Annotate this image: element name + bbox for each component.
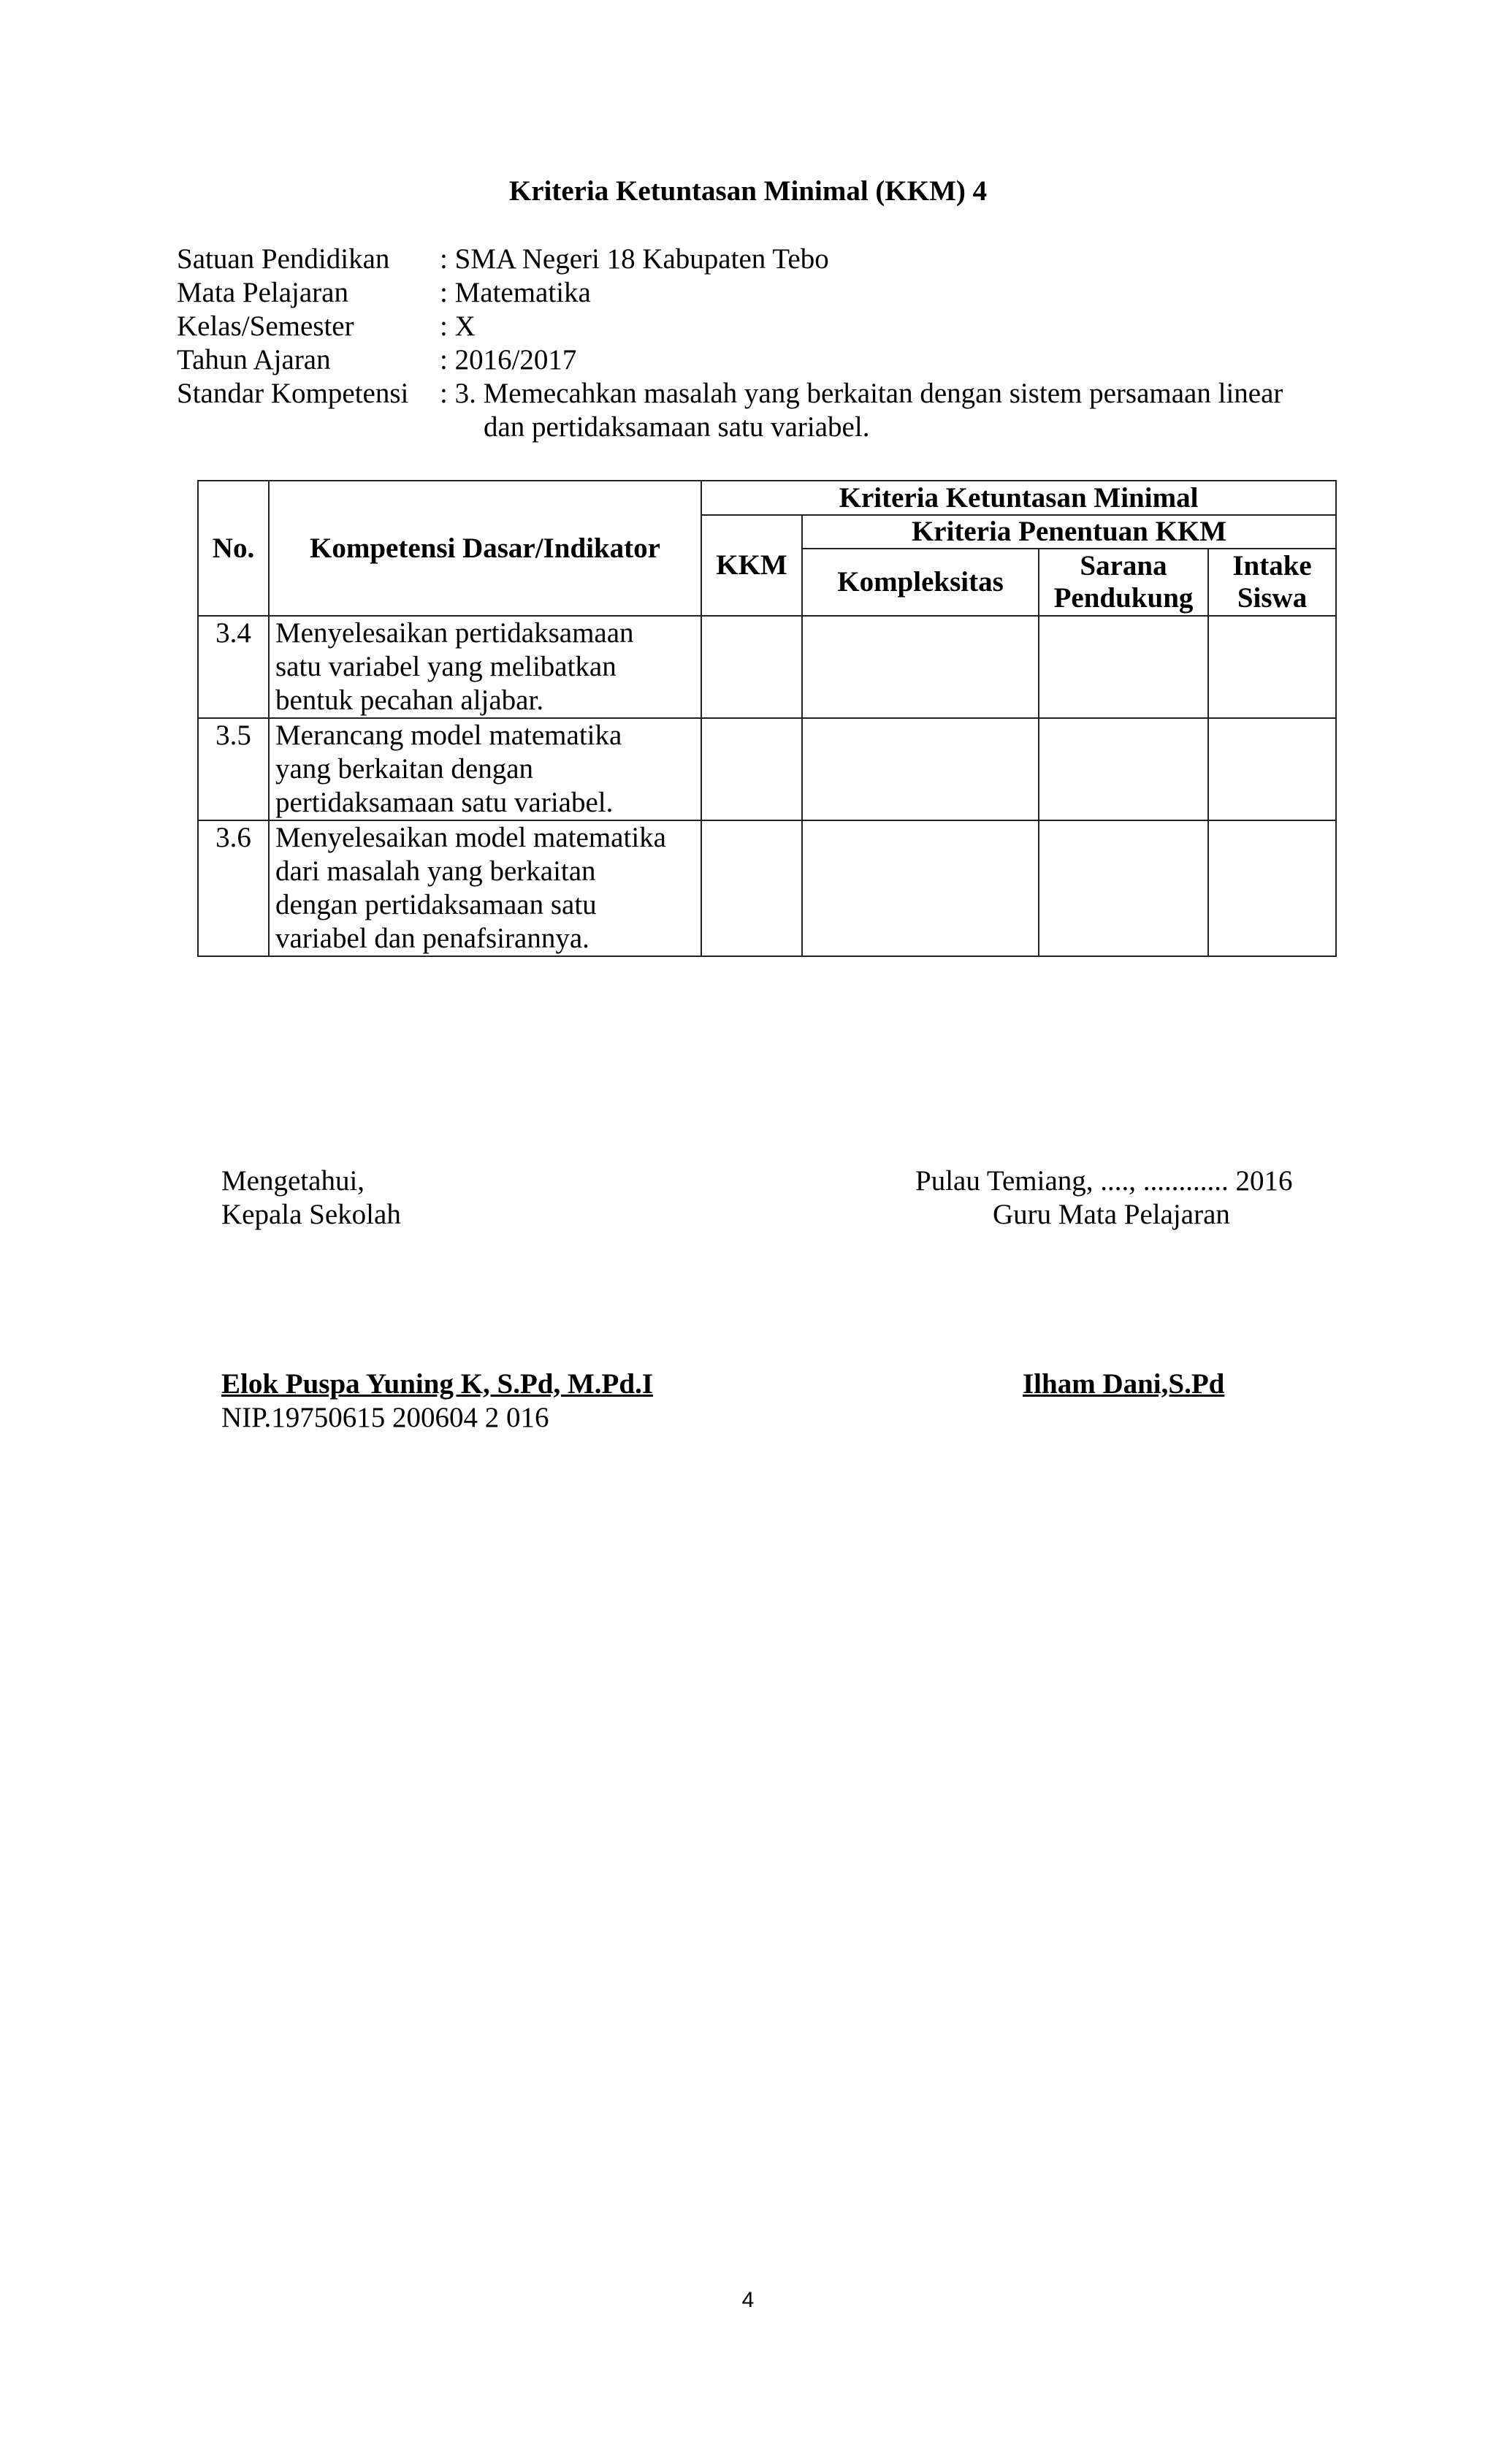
header-pendukung-line: Pendukung (1053, 582, 1194, 614)
header-kkm: KKM (701, 515, 802, 616)
principal-name: Elok Puspa Yuning K, S.Pd, M.Pd.I (221, 1368, 653, 1400)
kkm-table (197, 480, 1337, 957)
cell-intake-siswa (1208, 820, 1336, 956)
row-number: 3.6 (198, 820, 269, 956)
row-indikator (269, 616, 701, 718)
meta-label: Mata Pelajaran (177, 277, 348, 308)
meta-value: : SMA Negeri 18 Kabupaten Tebo (440, 243, 829, 275)
guru-mata-pelajaran-label: Guru Mata Pelajaran (993, 1199, 1230, 1230)
indikator-line: Merancang model matematika (275, 720, 622, 751)
signature-left-name-block (221, 1368, 653, 1435)
cell-kompleksitas (802, 820, 1039, 956)
header-siswa-line: Siswa (1237, 582, 1308, 614)
indikator-line: yang berkaitan dengan (275, 753, 534, 785)
header-no: No. (198, 481, 269, 616)
table-row (198, 820, 1336, 956)
header-intake-siswa (1208, 549, 1336, 616)
meta-label: Satuan Pendidikan (177, 243, 390, 275)
meta-value: : 2016/2017 (440, 344, 577, 375)
page-number: 4 (741, 2288, 755, 2312)
row-number: 3.5 (198, 718, 269, 820)
mengetahui-label: Mengetahui, (221, 1165, 365, 1197)
meta-value: : Matematika (440, 277, 591, 308)
meta-row-satuan-pendidikan (177, 243, 1283, 276)
header-kriteria-penentuan-kkm: Kriteria Penentuan KKM (802, 515, 1336, 549)
meta-row-tahun-ajaran (177, 343, 1283, 377)
meta-row-mata-pelajaran (177, 276, 1283, 310)
header-kriteria-ketuntasan-minimal: Kriteria Ketuntasan Minimal (701, 481, 1336, 515)
cell-kkm (701, 616, 802, 718)
page-title: Kriteria Ketuntasan Minimal (KKM) 4 (508, 175, 988, 207)
cell-sarana-pendukung (1039, 616, 1208, 718)
teacher-name: Ilham Dani,S.Pd (1023, 1368, 1225, 1400)
meta-row-kelas-semester (177, 310, 1283, 343)
indikator-line: bentuk pecahan aljabar. (275, 684, 544, 716)
row-indikator (269, 718, 701, 820)
header-kompleksitas: Kompleksitas (802, 549, 1039, 616)
indikator-line: dengan pertidaksamaan satu (275, 889, 597, 920)
principal-nip: NIP.19750615 200604 2 016 (221, 1402, 549, 1433)
indikator-line: variabel dan penafsirannya. (275, 923, 589, 954)
cell-kompleksitas (802, 718, 1039, 820)
cell-intake-siswa (1208, 718, 1336, 820)
meta-label: Kelas/Semester (177, 310, 354, 342)
meta-label: Tahun Ajaran (177, 344, 331, 375)
header-kompetensi-dasar: Kompetensi Dasar/Indikator (269, 481, 701, 616)
indikator-line: pertidaksamaan satu variabel. (275, 787, 614, 818)
meta-value: : 3. Memecahkan masalah yang berkaitan dengan sistem persamaan linear (440, 378, 1283, 409)
cell-sarana-pendukung (1039, 820, 1208, 956)
table-row (198, 718, 1336, 820)
meta-value-continuation: dan pertidaksamaan satu variabel. (484, 411, 870, 443)
indikator-line: satu variabel yang melibatkan (275, 651, 617, 682)
header-sarana-line: Sarana (1080, 550, 1167, 581)
indikator-line: Menyelesaikan model matematika (275, 822, 666, 853)
table-row (198, 616, 1336, 718)
indikator-line: Menyelesaikan pertidaksamaan (275, 617, 634, 649)
row-indikator (269, 820, 701, 956)
cell-kkm (701, 718, 802, 820)
row-number: 3.4 (198, 616, 269, 718)
header-sarana-pendukung (1039, 549, 1208, 616)
indikator-line: dari masalah yang berkaitan (275, 855, 596, 887)
document-metadata (177, 243, 1283, 444)
cell-kompleksitas (802, 616, 1039, 718)
signature-left (221, 1164, 401, 1232)
kepala-sekolah-label: Kepala Sekolah (221, 1199, 401, 1230)
meta-value: : X (440, 310, 476, 342)
cell-kkm (701, 820, 802, 956)
place-date: Pulau Temiang, ...., ............ 2016 (915, 1165, 1293, 1197)
cell-intake-siswa (1208, 616, 1336, 718)
header-intake-line: Intake (1232, 550, 1312, 581)
meta-row-standar-kompetensi (177, 377, 1283, 411)
meta-label: Standar Kompetensi (177, 378, 409, 409)
cell-sarana-pendukung (1039, 718, 1208, 820)
